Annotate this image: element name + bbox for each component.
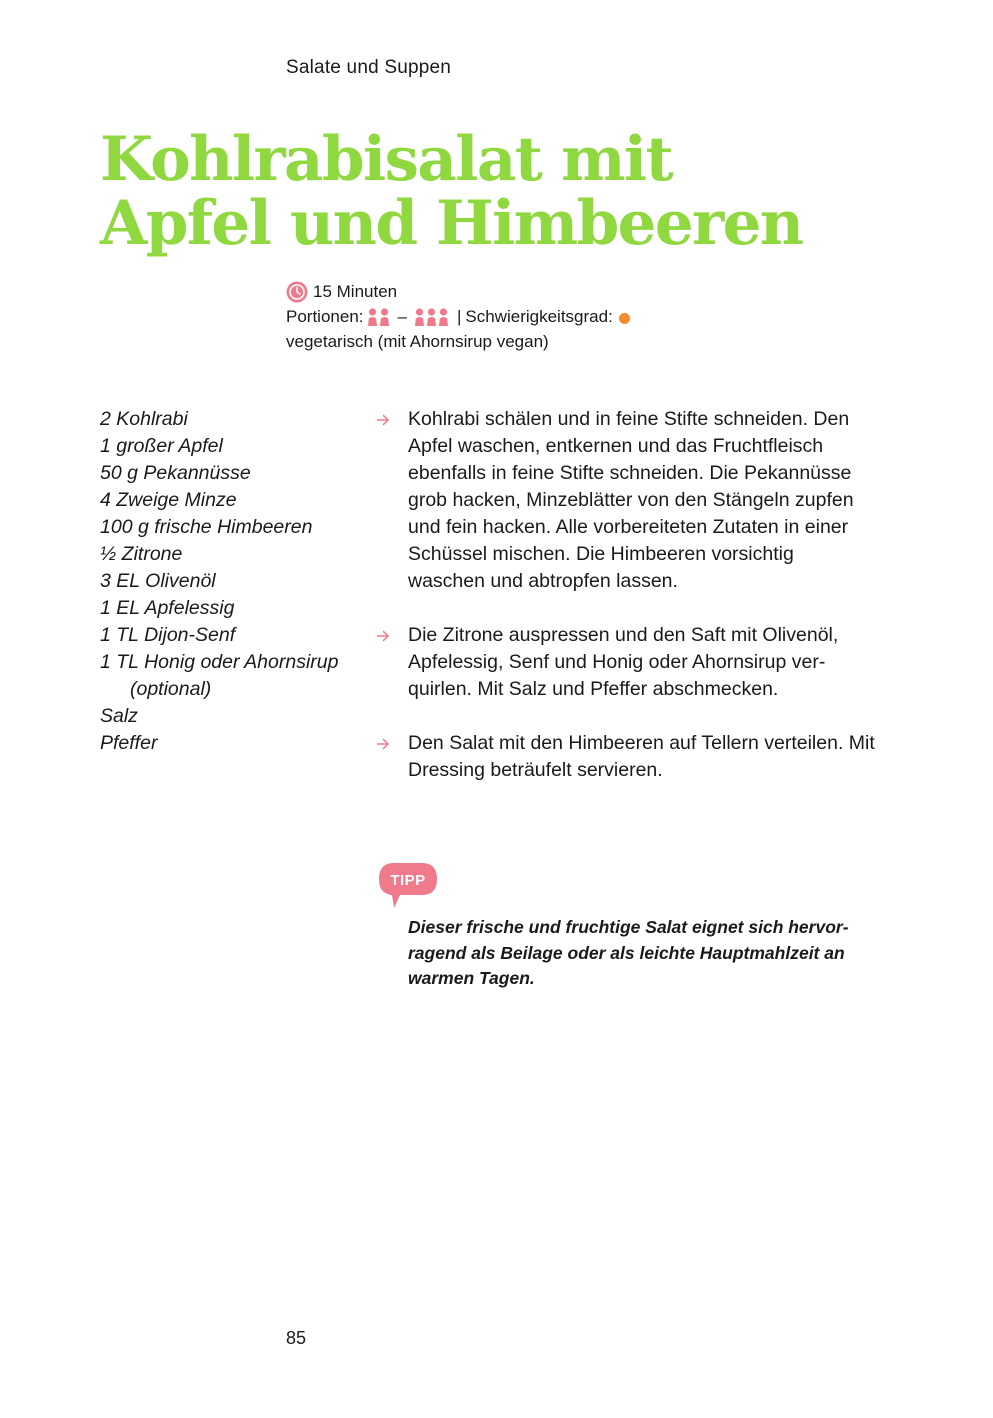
section-label: Salate und Suppen <box>286 57 452 78</box>
instruction-step <box>376 622 876 703</box>
ingredient-text: 1 TL Honig oder Ahornsirup <box>100 651 339 673</box>
portions-max-icons <box>414 308 450 326</box>
recipe-title <box>100 124 803 259</box>
ingredient-item <box>100 460 338 487</box>
tip-text: Dieser frische und fruchtige Salat eignet sich hervorragend als Beilage oder als leichte Hauptmahlzeit an warmen Tagen. <box>408 917 849 988</box>
time-row <box>286 279 630 304</box>
portions-row <box>286 304 630 329</box>
person-icon <box>414 308 425 326</box>
page-number: 85 <box>286 1328 307 1348</box>
portions-min-icons <box>367 308 391 326</box>
person-icon <box>379 308 390 326</box>
recipe-title-line-1: Kohlrabisalat mit <box>100 124 673 195</box>
ingredient-item <box>100 595 338 622</box>
ingredient-item <box>100 487 338 514</box>
recipe-meta <box>286 279 630 354</box>
tip-badge-label: TIPP <box>390 872 426 889</box>
ingredient-list <box>100 406 338 757</box>
clock-icon <box>286 281 308 303</box>
ingredient-text: 2 Kohlrabi <box>100 408 188 430</box>
person-icon <box>426 308 437 326</box>
ingredient-item <box>100 649 338 703</box>
instruction-step <box>376 730 876 784</box>
ingredient-note: (optional) <box>130 678 212 700</box>
step-text: Die Zitrone auspressen und den Saft mit Olivenöl, Apfelessig, Senf und Honig oder Ahornsirup verquirlen. Mit Salz und Pfeffer abschmecken. <box>408 624 839 700</box>
ingredient-item <box>100 568 338 595</box>
ingredient-item <box>100 433 338 460</box>
ingredient-text: ½ Zitrone <box>100 543 183 565</box>
step-text: Den Salat mit den Himbeeren auf Tellern verteilen. Mit Dressing beträufelt servieren. <box>408 732 875 781</box>
step-text: Kohlrabi schälen und in feine Stifte schneiden. Den Apfel waschen, entkernen und das Fruchtfleisch ebenfalls in feine Stifte schneiden. Die Pekannüsse grob hacken, Minzeblätter von den Stängeln zupfen und fein hacken. Alle vorbereiteten Zutaten in einer Schüssel mischen. Die Himbeeren vorsichtig waschen und abtropfen lassen. <box>408 408 854 592</box>
ingredient-item <box>100 730 338 757</box>
instruction-step <box>376 406 876 595</box>
difficulty-label: Schwierigkeitsgrad: <box>465 307 613 326</box>
person-icon <box>367 308 378 326</box>
ingredient-text: 100 g frische Himbeeren <box>100 516 313 538</box>
ingredient-item <box>100 406 338 433</box>
ingredient-item <box>100 622 338 649</box>
instruction-steps <box>376 406 876 811</box>
person-icon <box>438 308 449 326</box>
ingredient-text: 1 großer Apfel <box>100 435 223 457</box>
tip-badge <box>378 862 438 910</box>
portions-label: Portionen: <box>286 307 364 326</box>
diet-info: vegetarisch (mit Ahornsirup vegan) <box>286 332 549 351</box>
time-value: 15 Minuten <box>313 282 398 301</box>
arrow-right-icon <box>376 413 390 427</box>
ingredient-item <box>100 514 338 541</box>
meta-separator: | <box>456 307 462 326</box>
ingredient-text: 50 g Pekannüsse <box>100 462 251 484</box>
arrow-right-icon <box>376 629 390 643</box>
ingredient-text: 1 EL Apfelessig <box>100 597 235 619</box>
difficulty-dot-icon <box>619 313 630 324</box>
ingredient-text: Pfeffer <box>100 732 158 754</box>
ingredient-text: 1 TL Dijon-Senf <box>100 624 236 646</box>
ingredient-text: 3 EL Olivenöl <box>100 570 216 592</box>
arrow-right-icon <box>376 737 390 751</box>
recipe-title-line-2: Apfel und Himbeeren <box>100 188 803 259</box>
portions-dash: – <box>397 307 407 326</box>
ingredient-text: Salz <box>100 705 138 727</box>
ingredient-item <box>100 703 338 730</box>
diet-row <box>286 329 630 354</box>
ingredient-item <box>100 541 338 568</box>
ingredient-text: 4 Zweige Minze <box>100 489 237 511</box>
